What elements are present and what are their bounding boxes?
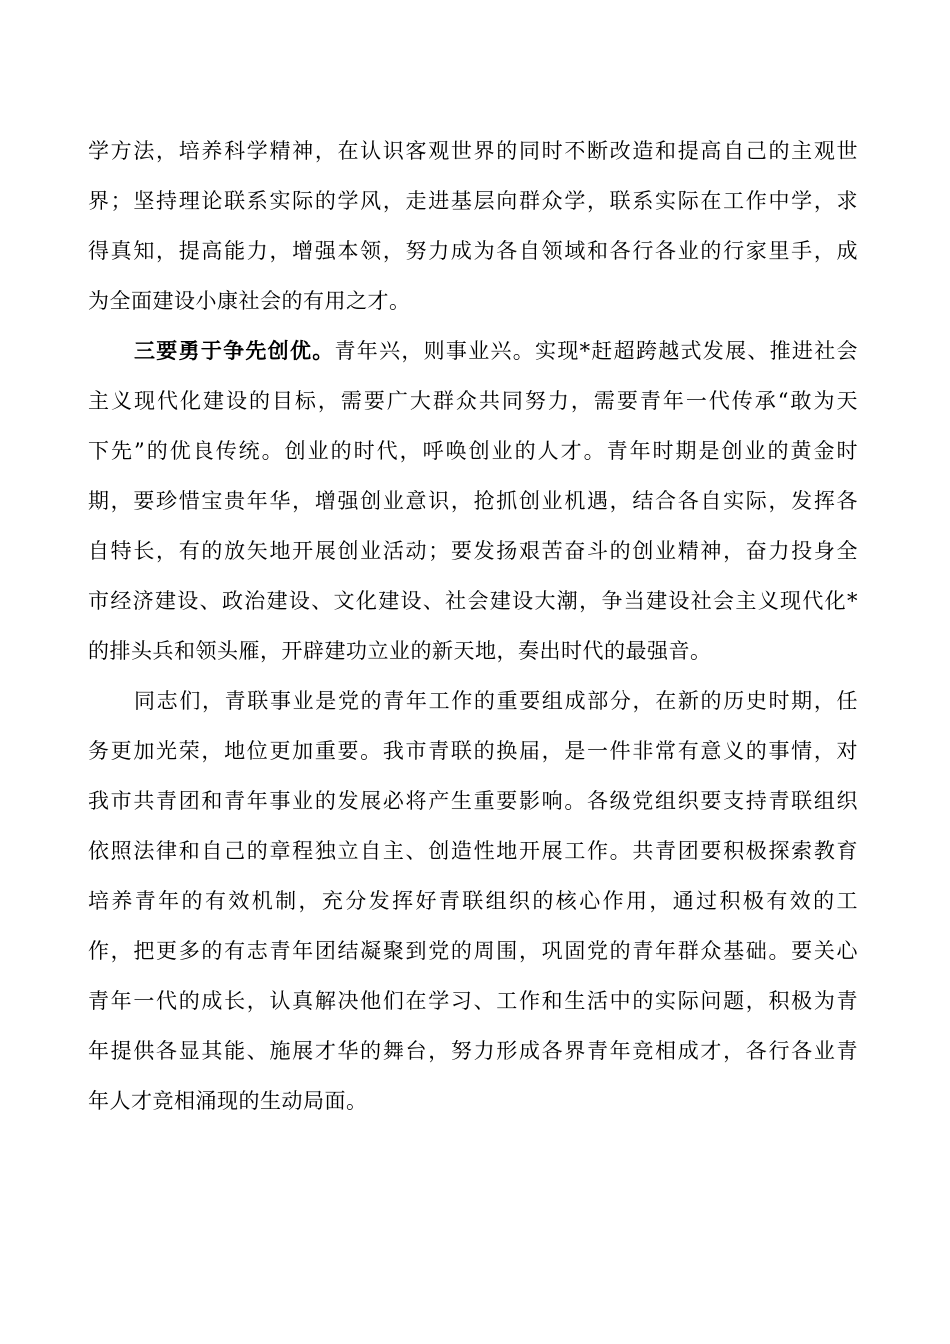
paragraph-2-line-5: 自特长，有的放矢地开展创业活动；要发扬艰苦奋斗的创业精神，奋力投身全 [88,539,858,563]
paragraph-3-line-9: 年人才竞相涌现的生动局面。 [88,1089,368,1113]
paragraph-2-line-2: 主义现代化建设的目标，需要广大群众共同努力，需要青年一代传承“敢为天 [88,389,858,413]
paragraph-2-line-6: 市经济建设、政治建设、文化建设、社会建设大潮，争当建设社会主义现代化* [88,589,858,613]
paragraph-3-line-4: 依照法律和自己的章程独立自主、创造性地开展工作。共青团要积极探索教育 [88,839,858,863]
paragraph-3-line-1: 同志们，青联事业是党的青年工作的重要组成部分，在新的历史时期，任 [134,689,858,713]
paragraph-1-line-3: 得真知，提高能力，增强本领，努力成为各自领域和各行各业的行家里手，成 [88,239,858,263]
paragraph-2-line-3: 下先”的优良传统。创业的时代，呼唤创业的人才。青年时期是创业的黄金时 [88,439,858,463]
paragraph-3-line-6: 作，把更多的有志青年团结凝聚到党的周围，巩固党的青年群众基础。要关心 [88,939,858,963]
paragraph-2-line-1-text: 青年兴，则事业兴。实现*赶超跨越式发展、推进社会 [334,339,858,363]
paragraph-1-line-1: 学方法，培养科学精神，在认识客观世界的同时不断改造和提高自己的主观世 [88,139,858,163]
paragraph-2-line-7: 的排头兵和领头雁，开辟建功立业的新天地，奏出时代的最强音。 [88,639,712,663]
paragraph-1-line-2: 界；坚持理论联系实际的学风，走进基层向群众学，联系实际在工作中学，求 [88,189,858,213]
paragraph-3-line-8: 年提供各显其能、施展才华的舞台，努力形成各界青年竞相成才，各行各业青 [88,1039,858,1063]
paragraph-1-line-4: 为全面建设小康社会的有用之才。 [88,289,411,313]
paragraph-3-line-3: 我市共青团和青年事业的发展必将产生重要影响。各级党组织要支持青联组织 [88,789,858,813]
paragraph-2-lead-heading: 三要勇于争先创优。 [134,338,335,363]
paragraph-3-line-2: 务更加光荣，地位更加重要。我市青联的换届，是一件非常有意义的事情，对 [88,739,858,763]
paragraph-3-line-5: 培养青年的有效机制，充分发挥好青联组织的核心作用，通过积极有效的工 [88,889,858,913]
paragraph-3-line-7: 青年一代的成长，认真解决他们在学习、工作和生活中的实际问题，积极为青 [88,989,858,1013]
paragraph-2-line-4: 期，要珍惜宝贵年华，增强创业意识，抢抓创业机遇，结合各自实际，发挥各 [88,489,858,513]
paragraph-2-line-1 [134,336,858,366]
